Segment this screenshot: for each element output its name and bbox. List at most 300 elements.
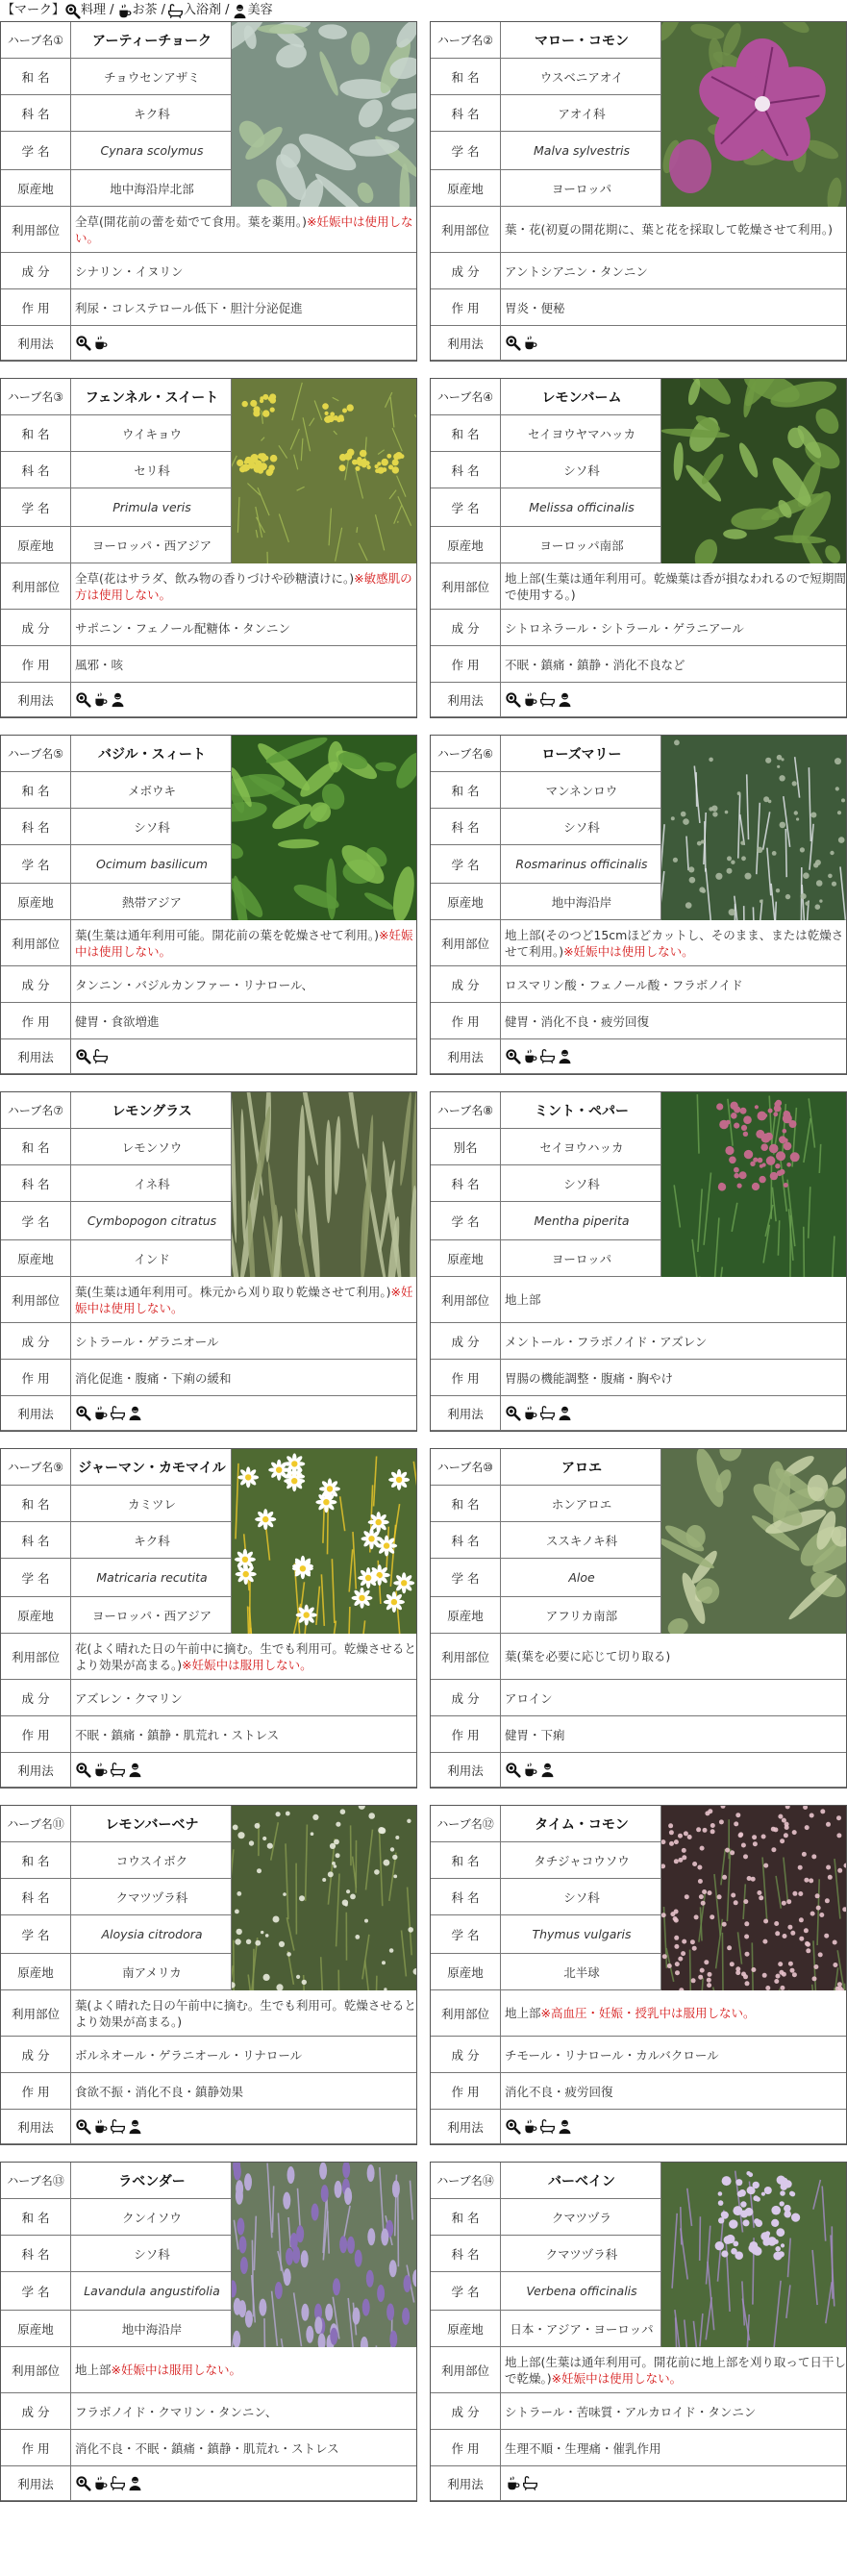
- row-uses: [1, 2466, 416, 2501]
- row-components: [1, 610, 416, 646]
- row-label: 和 名: [1, 415, 71, 451]
- magnifier-icon: [505, 1762, 521, 1778]
- japanese-name: カミツレ: [127, 1496, 176, 1512]
- row-components: [431, 2393, 846, 2430]
- use-icons: [75, 2475, 143, 2491]
- row-uses: [1, 1039, 416, 1074]
- row-uses: [431, 2110, 846, 2144]
- magnifier-icon: [75, 1048, 91, 1064]
- cup-icon: [92, 2475, 109, 2491]
- japanese-name: ウスベニアオイ: [539, 69, 624, 85]
- origin: ヨーロッパ: [551, 1251, 612, 1266]
- used-parts-main: 地上部(そのつど15cmほどカットし、そのまま、または乾燥させて利用。): [505, 927, 844, 959]
- row-label: 学 名: [431, 1915, 501, 1953]
- herb-photo: [231, 1092, 416, 1277]
- japanese-name: マンネンロウ: [545, 783, 618, 798]
- used-parts: [71, 1990, 416, 2036]
- uses: [71, 1039, 416, 1073]
- magnifier-icon: [75, 2475, 91, 2491]
- used-parts: [71, 563, 416, 609]
- herb-name: バジル・スィート: [97, 746, 207, 763]
- row-label: 作 用: [1, 646, 71, 682]
- person-icon: [557, 1048, 573, 1064]
- row-label: 利用法: [1, 326, 71, 360]
- row-uses: [431, 1753, 846, 1788]
- row-effects: [1, 2430, 416, 2466]
- row-label: ハーブ名⑬: [1, 2163, 71, 2198]
- row-label: 利用部位: [1, 1634, 71, 1679]
- components: フラボノイド・クマリン・タンニン、: [75, 2404, 278, 2419]
- row-label: 学 名: [1, 1915, 71, 1953]
- row-label: 原産地: [431, 2311, 501, 2346]
- row-label: 和 名: [431, 772, 501, 808]
- row-label: 利用法: [431, 2466, 501, 2500]
- cup-icon: [522, 335, 538, 351]
- row-label: 原産地: [1, 170, 71, 206]
- japanese-name: タチジャコウソウ: [534, 1853, 630, 1868]
- row-label: 成 分: [1, 1323, 71, 1359]
- row-label: 原産地: [1, 1954, 71, 1989]
- used-parts: [501, 1277, 846, 1322]
- row-components: [1, 2393, 416, 2430]
- used-parts-main: 地上部: [505, 1292, 541, 1307]
- row-components: [431, 253, 846, 289]
- family-name: クマツヅラ科: [545, 2246, 618, 2262]
- row-label: 科 名: [431, 809, 501, 844]
- row-label: 和 名: [431, 1842, 501, 1878]
- row-label: 利用部位: [1, 207, 71, 252]
- row-label: ハーブ名⑦: [1, 1092, 71, 1128]
- warning-note: ※妊娠中は使用しない。: [75, 213, 413, 245]
- herb-name: レモンバーム: [541, 389, 622, 406]
- herb-photo: [231, 2163, 416, 2347]
- cup-icon: [522, 1405, 538, 1421]
- used-parts-text: [505, 221, 833, 238]
- row-components: [1, 253, 416, 289]
- row-label: 利用部位: [431, 1277, 501, 1322]
- row-label: 利用部位: [1, 920, 71, 965]
- origin: ヨーロッパ: [551, 181, 612, 196]
- row-label: 科 名: [1, 95, 71, 131]
- row-label: 利用法: [1, 1039, 71, 1073]
- row-label: 利用部位: [431, 920, 501, 965]
- row-uses: [431, 2466, 846, 2501]
- magnifier-icon: [75, 1405, 91, 1421]
- effects: 風邪・咳: [75, 657, 124, 672]
- row-components: [431, 2037, 846, 2073]
- row-label: 利用部位: [431, 1990, 501, 2036]
- row-label: 原産地: [1, 2311, 71, 2346]
- herb-card: [0, 735, 417, 1075]
- uses: [71, 1753, 416, 1787]
- row-components: [431, 1680, 846, 1716]
- row-label: 和 名: [431, 59, 501, 94]
- row-label: 作 用: [431, 1360, 501, 1395]
- used-parts-main: 地上部: [75, 2363, 112, 2377]
- magnifier-icon: [505, 1048, 521, 1064]
- warning-note: ※妊娠中は使用しない。: [551, 2370, 683, 2386]
- used-parts-text: [75, 927, 416, 960]
- row-components: [1, 1323, 416, 1360]
- legend: [2, 0, 275, 21]
- scientific-name: Cynara scolymus: [100, 143, 204, 158]
- row-label: 利用法: [431, 683, 501, 716]
- magnifier-icon: [505, 335, 521, 351]
- components: ボルネオール・ゲラニオール・リナロール: [75, 2047, 303, 2063]
- used-parts-main: 花(よく晴れた日の午前中に摘む。生でも利用可。乾燥させるとより効果が高まる。): [75, 1640, 416, 1672]
- used-parts-main: 葉(生葉は通年利用可能。開花前の葉を乾燥させて利用。): [75, 927, 380, 942]
- person-icon: [557, 2118, 573, 2135]
- row-label: 和 名: [431, 415, 501, 451]
- row-label: 作 用: [431, 1003, 501, 1038]
- row-label: 作 用: [431, 1716, 501, 1752]
- used-parts: [71, 920, 416, 965]
- row-effects: [1, 2073, 416, 2110]
- family-name: アオイ科: [558, 106, 606, 121]
- family-name: ススキノキ科: [545, 1533, 618, 1548]
- family-name: シソ科: [134, 2246, 170, 2262]
- uses: [501, 326, 846, 360]
- row-label: 科 名: [1, 1522, 71, 1558]
- row-effects: [431, 646, 846, 683]
- row-label: 利用部位: [1, 1277, 71, 1322]
- origin: ヨーロッパ・西アジア: [91, 1608, 212, 1623]
- herb-photo: [660, 1449, 846, 1634]
- legend-label: お茶 /: [132, 3, 166, 17]
- row-label: 利用部位: [431, 2347, 501, 2392]
- row-label: 利用法: [431, 1039, 501, 1073]
- warning-note: ※妊娠中は使用しない。: [75, 927, 413, 959]
- row-label: 和 名: [431, 1486, 501, 1521]
- row-uses: [431, 1396, 846, 1431]
- row-label: 科 名: [1, 2236, 71, 2271]
- row-label: 成 分: [1, 2037, 71, 2072]
- row-components: [431, 966, 846, 1003]
- uses: [501, 683, 846, 716]
- row-label: 原産地: [1, 1240, 71, 1276]
- effects: 胃腸の機能調整・腹痛・胸やけ: [505, 1370, 674, 1386]
- row-label: 利用法: [431, 1396, 501, 1430]
- row-label: 学 名: [431, 845, 501, 883]
- row-label: 作 用: [431, 2430, 501, 2465]
- herb-name: マロー・コモン: [535, 33, 629, 49]
- scientific-name: Melissa officinalis: [529, 500, 635, 514]
- use-icons: [75, 335, 109, 351]
- components: シトロネラール・シトラール・ゲラニアール: [505, 620, 744, 636]
- row-label: 利用法: [431, 326, 501, 360]
- used-parts-text: [505, 2005, 756, 2021]
- use-icons: [75, 1762, 143, 1778]
- row-label: ハーブ名①: [1, 22, 71, 58]
- use-icons: [505, 691, 573, 708]
- row-used-parts: [431, 1277, 846, 1323]
- family-name: シソ科: [134, 819, 170, 835]
- row-effects: [1, 1360, 416, 1396]
- family-name: シソ科: [563, 1889, 600, 1905]
- cup-icon: [92, 1405, 109, 1421]
- row-label: ハーブ名⑫: [431, 1806, 501, 1841]
- herb-card: [0, 2162, 417, 2502]
- used-parts: [501, 2347, 846, 2392]
- herb-photo: [660, 22, 846, 207]
- row-uses: [431, 326, 846, 361]
- row-components: [1, 966, 416, 1003]
- uses: [71, 2110, 416, 2143]
- row-label: 和 名: [1, 1842, 71, 1878]
- row-label: 学 名: [1, 1559, 71, 1596]
- row-label: ハーブ名⑪: [1, 1806, 71, 1841]
- warning-note: ※妊娠中は使用しない。: [563, 943, 694, 959]
- origin: 地中海沿岸: [121, 2321, 183, 2337]
- used-parts-main: 全草(開花前の蕾を茹でて食用。葉を薬用。): [75, 213, 308, 229]
- row-label: 利用法: [431, 1753, 501, 1787]
- cup-icon: [92, 691, 109, 708]
- herb-photo: [231, 22, 416, 207]
- effects: 不眠・鎮痛・鎮静・肌荒れ・ストレス: [75, 1727, 280, 1742]
- components: アズレン・クマリン: [75, 1690, 183, 1706]
- used-parts-text: [75, 1640, 416, 1673]
- herb-card: [430, 735, 847, 1075]
- origin: 南アメリカ: [122, 1964, 182, 1980]
- row-effects: [1, 289, 416, 326]
- row-label: 科 名: [431, 1879, 501, 1914]
- row-effects: [431, 2073, 846, 2110]
- warning-note: ※妊娠中は使用しない。: [75, 1284, 413, 1315]
- row-effects: [1, 1716, 416, 1753]
- used-parts-main: 地上部(生葉は通年利用可。開花前に地上部を刈り取って日干しで乾燥。): [505, 2354, 846, 2386]
- used-parts-text: [505, 1291, 541, 1308]
- use-icons: [75, 1048, 109, 1064]
- row-label: 学 名: [431, 132, 501, 169]
- magnifier-icon: [75, 335, 91, 351]
- legend-items: [64, 0, 275, 21]
- row-effects: [1, 1003, 416, 1039]
- row-label: 利用部位: [431, 207, 501, 252]
- origin: 地中海沿岸北部: [110, 181, 194, 196]
- row-effects: [431, 1716, 846, 1753]
- family-name: シソ科: [563, 463, 600, 478]
- used-parts-main: 全草(花はサラダ、飲み物の香りづけや砂糖漬けに。): [75, 570, 355, 586]
- row-label: 和 名: [431, 2199, 501, 2235]
- uses: [501, 2110, 846, 2143]
- components: シトラール・ゲラニオール: [75, 1334, 219, 1349]
- used-parts: [71, 1277, 416, 1322]
- row-label: 利用法: [1, 2110, 71, 2143]
- row-effects: [431, 1003, 846, 1039]
- use-icons: [75, 2118, 143, 2135]
- row-label: ハーブ名②: [431, 22, 501, 58]
- used-parts: [501, 1990, 846, 2036]
- scientific-name: Cymbopogon citratus: [87, 1213, 217, 1228]
- row-label: 科 名: [1, 1165, 71, 1201]
- herb-name: アロエ: [561, 1460, 602, 1476]
- used-parts-main: 葉・花(初夏の開花期に、葉と花を採取して乾燥させて利用。): [505, 222, 834, 237]
- warning-note: ※妊娠中は服用しない。: [111, 2363, 241, 2377]
- japanese-name: コウスイボク: [115, 1853, 188, 1868]
- scientific-name: Thymus vulgaris: [532, 1927, 632, 1941]
- person-icon: [539, 1762, 556, 1778]
- origin: 北半球: [563, 1964, 600, 1980]
- uses: [71, 2466, 416, 2500]
- row-label: 成 分: [431, 2037, 501, 2072]
- used-parts-text: [75, 213, 416, 246]
- herb-card: [0, 1091, 417, 1432]
- herb-card: [430, 21, 847, 362]
- row-label: 学 名: [1, 1202, 71, 1239]
- row-used-parts: [1, 2347, 416, 2393]
- family-name: クマツヅラ科: [115, 1889, 188, 1905]
- use-icons: [505, 1762, 556, 1778]
- components: タンニン・バジルカンファー・リナロール、: [75, 977, 313, 992]
- scientific-name: Primula veris: [112, 500, 191, 514]
- used-parts-main: 地上部(生葉は通年利用可。乾燥葉は香が損なわれるので短期間で使用する。): [505, 570, 846, 602]
- herb-photo: [231, 736, 416, 920]
- row-label: 別名: [431, 1129, 501, 1164]
- origin: インド: [134, 1251, 170, 1266]
- components: アントシアニン・タンニン: [505, 263, 648, 279]
- herb-card: [430, 1805, 847, 2145]
- herb-name: ローズマリー: [541, 746, 622, 763]
- row-label: 原産地: [431, 1597, 501, 1633]
- row-effects: [431, 2430, 846, 2466]
- warning-note: ※高血圧・妊娠・授乳中は服用しない。: [540, 2006, 756, 2020]
- herb-name: アーティーチョーク: [91, 33, 212, 49]
- used-parts-text: [75, 1284, 416, 1316]
- used-parts: [501, 1634, 846, 1679]
- row-label: 作 用: [1, 2073, 71, 2109]
- row-components: [431, 1323, 846, 1360]
- row-label: 成 分: [1, 253, 71, 288]
- magnifier-icon: [75, 1762, 91, 1778]
- family-name: イネ科: [134, 1176, 170, 1191]
- used-parts-main: 地上部: [505, 2006, 541, 2020]
- row-used-parts: [431, 920, 846, 966]
- row-label: 科 名: [431, 1165, 501, 1201]
- row-label: 学 名: [431, 2272, 501, 2310]
- person-icon: [127, 1762, 143, 1778]
- herb-name: ラベンダー: [118, 2173, 186, 2189]
- row-used-parts: [431, 1634, 846, 1680]
- row-label: 和 名: [1, 1129, 71, 1164]
- japanese-name: セイヨウヤマハッカ: [527, 426, 635, 441]
- row-used-parts: [431, 1990, 846, 2037]
- herb-card: [430, 378, 847, 718]
- person-icon: [110, 691, 126, 708]
- origin: 熱帯アジア: [121, 894, 182, 910]
- components: チモール・リナロール・カルバクロール: [505, 2047, 719, 2063]
- row-label: 利用部位: [1, 1990, 71, 2036]
- effects: 不眠・鎮痛・鎮静・消化不良など: [505, 657, 685, 672]
- family-name: シソ科: [563, 819, 600, 835]
- herb-name: レモンバーベナ: [105, 1816, 199, 1833]
- row-label: 学 名: [431, 1559, 501, 1596]
- origin: ヨーロッパ南部: [539, 538, 624, 553]
- warning-note: ※妊娠中は服用しない。: [182, 1657, 312, 1672]
- row-label: ハーブ名③: [1, 379, 71, 414]
- origin: アフリカ南部: [545, 1608, 618, 1623]
- row-label: 科 名: [431, 95, 501, 131]
- bathtub-icon: [167, 3, 184, 19]
- used-parts-text: [505, 927, 846, 960]
- row-label: ハーブ名⑨: [1, 1449, 71, 1485]
- row-label: ハーブ名⑩: [431, 1449, 501, 1485]
- row-label: 成 分: [431, 1323, 501, 1359]
- magnifier-icon: [505, 1405, 521, 1421]
- uses: [501, 1753, 846, 1787]
- use-icons: [505, 2118, 573, 2135]
- japanese-name: メボウキ: [127, 783, 176, 798]
- person-icon: [557, 1405, 573, 1421]
- herb-name: フェンネル・スイート: [85, 389, 219, 406]
- uses: [71, 1396, 416, 1430]
- magnifier-icon: [64, 3, 81, 19]
- herb-card: [430, 1448, 847, 1788]
- bathtub-icon: [539, 691, 556, 708]
- row-components: [1, 2037, 416, 2073]
- row-label: 原産地: [431, 1240, 501, 1276]
- row-label: 科 名: [1, 1879, 71, 1914]
- row-label: 利用法: [1, 683, 71, 716]
- row-components: [1, 1680, 416, 1716]
- effects: 消化不良・不眠・鎮痛・鎮静・肌荒れ・ストレス: [75, 2440, 339, 2456]
- herb-card: [430, 1091, 847, 1432]
- row-label: ハーブ名⑥: [431, 736, 501, 771]
- person-icon: [127, 1405, 143, 1421]
- row-label: 利用法: [1, 1396, 71, 1430]
- row-used-parts: [431, 563, 846, 610]
- row-label: 作 用: [1, 289, 71, 325]
- cup-icon: [92, 2118, 109, 2135]
- row-label: 科 名: [1, 809, 71, 844]
- legend-label: 美容: [247, 3, 273, 17]
- row-label: 原産地: [431, 170, 501, 206]
- herb-card: [0, 21, 417, 362]
- bathtub-icon: [539, 2118, 556, 2135]
- herb-name: レモングラス: [112, 1103, 192, 1119]
- cup-icon: [92, 335, 109, 351]
- row-label: 作 用: [1, 1716, 71, 1752]
- cup-icon: [522, 691, 538, 708]
- scientific-name: Malva sylvestris: [534, 143, 630, 158]
- components: シナリン・イヌリン: [75, 263, 184, 279]
- uses: [501, 2466, 846, 2500]
- person-icon: [127, 2475, 143, 2491]
- herb-photo: [231, 1449, 416, 1634]
- row-label: 利用法: [431, 2110, 501, 2143]
- use-icons: [505, 1405, 573, 1421]
- used-parts-text: [75, 1997, 416, 2030]
- herb-card: [0, 1805, 417, 2145]
- legend-label: 入浴剤 /: [184, 3, 230, 17]
- used-parts: [71, 1634, 416, 1679]
- herb-name: バーベイン: [548, 2173, 615, 2189]
- row-label: 和 名: [1, 59, 71, 94]
- uses: [501, 1039, 846, 1073]
- row-label: 作 用: [431, 2073, 501, 2109]
- bathtub-icon: [110, 1405, 126, 1421]
- components: ロスマリン酸・フェノール酸・フラボノイド: [505, 977, 743, 992]
- row-label: 成 分: [1, 1680, 71, 1715]
- components: サポニン・フェノール配糖体・タンニン: [75, 620, 291, 636]
- row-used-parts: [1, 1634, 416, 1680]
- row-used-parts: [1, 920, 416, 966]
- components: メントール・フラボノイド・アズレン: [505, 1334, 708, 1349]
- used-parts-main: 葉(生葉は通年利用可。株元から刈り取り乾燥させて利用。): [75, 1284, 391, 1299]
- bathtub-icon: [110, 1762, 126, 1778]
- family-name: キク科: [134, 106, 170, 121]
- magnifier-icon: [75, 691, 91, 708]
- herb-photo: [231, 379, 416, 563]
